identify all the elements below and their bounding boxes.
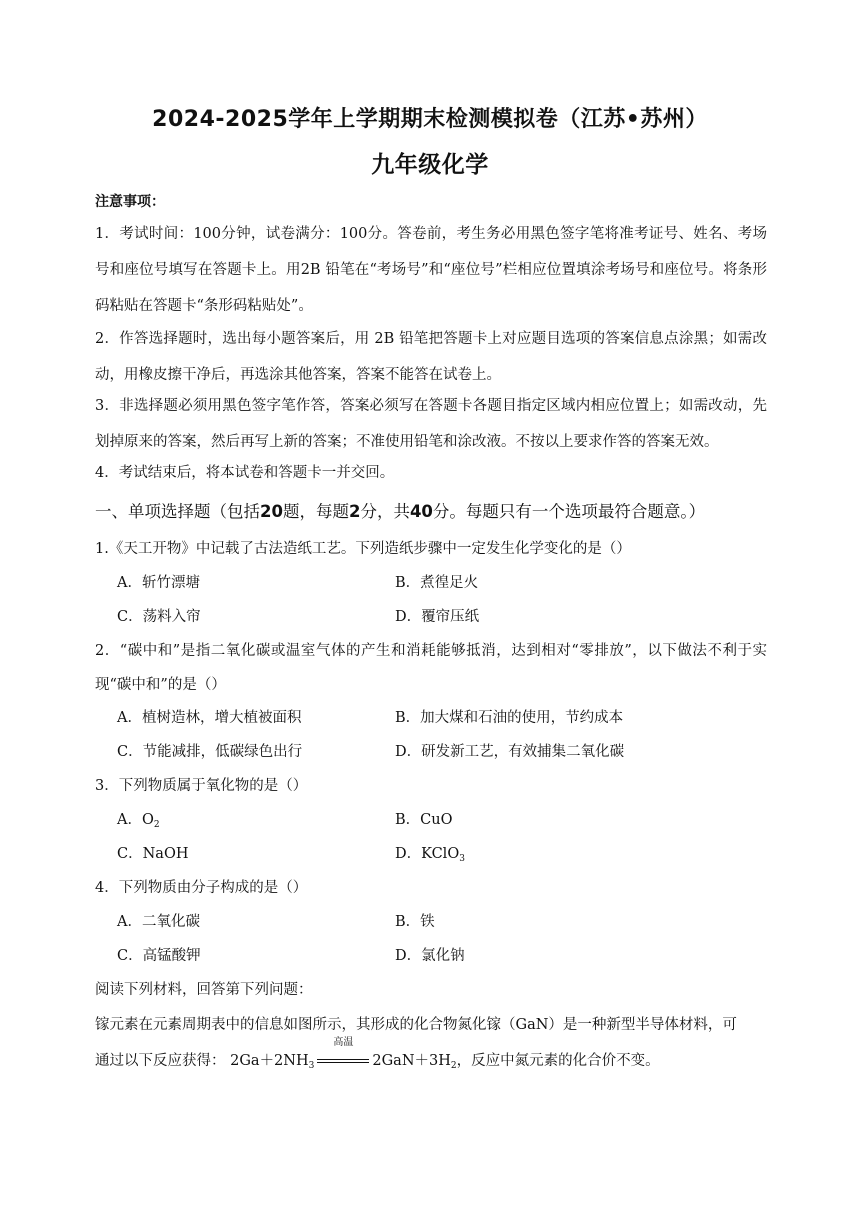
section-mid1: 题，每题 (282, 502, 349, 521)
question-1-option-b[interactable]: B．煮徨足火 (395, 575, 479, 591)
reaction-condition-text: 高温 (333, 1037, 354, 1048)
question-2-option-c[interactable]: C．节能减排，低碳绿色出行 (117, 744, 303, 760)
notice-item-2: 2．作答选择题时，选出每小题答案后，用 2B 铅笔把答题卡上对应题目选项的答案信息点涂黑；如需改动，用橡皮擦干净后，再选涂其他答案，答案不能答在试卷上。 (95, 331, 767, 383)
reading-line-1: 镓元素在元素周期表中的信息如图所示，其形成的化合物氮化镓（GaN）是一种新型半导体材料，可 (95, 1017, 737, 1033)
equation-right-subscript: 2 (450, 1061, 457, 1071)
question-4-option-a[interactable]: A．二氧化碳 (117, 914, 200, 930)
question-4-option-c[interactable]: C．高锰酸钾 (117, 948, 201, 964)
question-1-stem: 1.《天工开物》中记载了古法造纸工艺。下列造纸步骤中一定发生化学变化的是（） (95, 541, 631, 557)
option-label: A． (117, 812, 142, 828)
question-3-option-b[interactable] (395, 803, 452, 837)
equals-bar-top (317, 1059, 369, 1060)
question-2-stem: 2．“碳中和”是指二氧化碳或温室气体的产生和消耗能够抵消，达到相对“零排放”，以下做法不利于实现“碳中和”的是（） (95, 643, 767, 693)
reading-line-2-prefix: 通过以下反应获得： (95, 1053, 226, 1069)
notice-heading: 注意事项： (95, 194, 165, 210)
question-1-option-c[interactable]: C．荡料入帘 (117, 609, 201, 625)
question-2-option-d[interactable]: D．研发新工艺，有效捕集二氧化碳 (395, 744, 625, 760)
section-heading (95, 494, 785, 530)
equation-left: 2Ga＋2NH (230, 1053, 309, 1069)
question-4-stem: 4．下列物质由分子构成的是（） (95, 880, 308, 896)
section-prefix: 一、单项选择题（包括 (95, 502, 260, 521)
notice-item-4: 4．考试结束后，将本试卷和答题卡一并交回。 (95, 465, 395, 481)
formula: O (141, 812, 154, 828)
question-2-option-b[interactable]: B．加大煤和石油的使用，节约成本 (395, 710, 624, 726)
question-3-option-c[interactable] (117, 837, 188, 871)
formula: NaOH (142, 846, 189, 862)
reading-line-2-suffix: ，反应中氮元素的化合价不变。 (456, 1053, 660, 1069)
formula: KClO (421, 846, 460, 862)
section-points: 2 (348, 502, 361, 521)
section-mid2: 分，共 (360, 502, 410, 521)
reading-intro: 阅读下列材料，回答第下列问题： (95, 982, 313, 998)
formula-subscript: 3 (459, 854, 465, 864)
exam-title: 2024-2025学年上学期期末检测模拟卷（江苏•苏州） (152, 107, 708, 132)
exam-subtitle: 九年级化学 (371, 152, 489, 178)
option-label: C． (117, 846, 143, 862)
question-1-option-d[interactable]: D．覆帘压纸 (395, 609, 480, 625)
reading-line-2 (95, 1037, 660, 1083)
question-4-option-d[interactable]: D．氯化钠 (395, 948, 465, 964)
equation-right: 2GaN＋3H (372, 1053, 451, 1069)
question-2-option-a[interactable]: A．植树造林，增大植被面积 (117, 710, 302, 726)
question-1-option-a[interactable]: A．斩竹漂塘 (117, 575, 200, 591)
formula-subscript: 2 (153, 820, 160, 830)
notice-item-3: 3．非选择题必须用黑色签字笔作答，答案必须写在答题卡各题目指定区域内相应位置上；如需改动，先划掉原来的答案，然后再写上新的答案；不准使用铅笔和涂改液。不按以上要求作答的答案无效。 (95, 398, 767, 450)
section-total: 40 (409, 502, 433, 521)
question-3-stem: 3．下列物质属于氧化物的是（） (95, 778, 308, 794)
question-4-option-b[interactable]: B．铁 (395, 914, 435, 930)
option-label: B． (395, 812, 421, 828)
formula: CuO (420, 812, 453, 828)
section-count: 20 (260, 502, 283, 521)
option-label: D． (395, 846, 422, 862)
reaction-condition (315, 1037, 371, 1071)
equals-bar-bottom (317, 1062, 369, 1063)
notice-item-1: 1．考试时间：100分钟，试卷满分：100分。答卷前，考生务必用黑色签字笔将准考证号、姓名、考场号和座位号填写在答题卡上。用2B 铅笔在“考场号”和“座位号”栏相应位置填涂考场号和座位号。将条形码粘贴在答题卡“条形码粘贴处”。 (95, 226, 767, 314)
equation-left-subscript: 3 (308, 1061, 315, 1071)
section-suffix: 分。每题只有一个选项最符合题意。） (432, 502, 706, 521)
